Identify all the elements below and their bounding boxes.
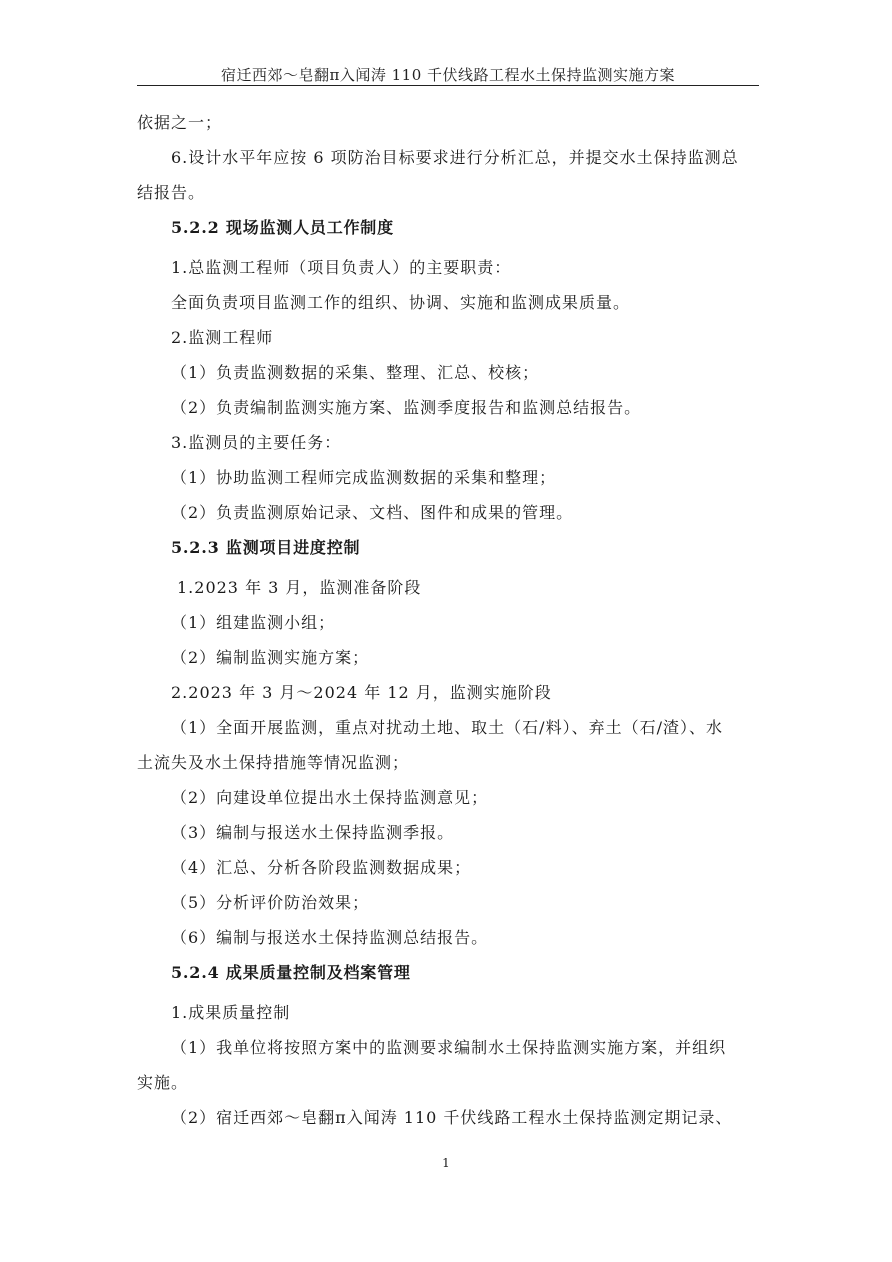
text-line: 2.监测工程师 (171, 328, 274, 347)
section-heading: 5.2.4 成果质量控制及档案管理 (171, 963, 411, 982)
text-line: 结报告。 (137, 183, 206, 202)
text-line: （2）负责监测原始记录、文档、图件和成果的管理。 (171, 503, 574, 522)
text-line: 3.监测员的主要任务： (171, 433, 342, 452)
header-rule (137, 85, 759, 86)
text-line: （2）向建设单位提出水土保持监测意见； (171, 788, 489, 807)
text-line: 6.设计水平年应按 6 项防治目标要求进行分析汇总，并提交水土保持监测总 (171, 148, 739, 167)
text-line: （1）全面开展监测，重点对扰动土地、取土（石/料）、弃土（石/渣）、水 (171, 718, 723, 737)
text-line: 全面负责项目监测工作的组织、协调、实施和监测成果质量。 (171, 293, 631, 312)
text-line: （1）我单位将按照方案中的监测要求编制水土保持监测实施方案，并组织 (171, 1038, 727, 1057)
text-line: （3）编制与报送水土保持监测季报。 (171, 823, 455, 842)
text-line: 2.2023 年 3 月～2024 年 12 月，监测实施阶段 (171, 683, 552, 702)
text-line: 土流失及水土保持措施等情况监测； (137, 753, 410, 772)
text-line: （1）组建监测小组； (171, 613, 336, 632)
page-header-title: 宿迁西郊～皂翻π入闻涛 110 千伏线路工程水土保持监测实施方案 (220, 66, 676, 84)
page-number: 1 (442, 1156, 450, 1170)
text-line: （1）协助监测工程师完成监测数据的采集和整理； (171, 468, 557, 487)
text-line: （2）编制监测实施方案； (171, 648, 370, 667)
text-line: 依据之一； (137, 113, 223, 132)
text-line: （2）宿迁西郊～皂翻π入闻涛 110 千伏线路工程水土保持监测定期记录、 (171, 1108, 733, 1127)
text-line: 实施。 (137, 1073, 189, 1092)
section-heading: 5.2.3 监测项目进度控制 (171, 538, 361, 557)
text-line: （5）分析评价防治效果； (171, 893, 370, 912)
text-line: 1.总监测工程师（项目负责人）的主要职责： (171, 258, 512, 277)
text-line: （4）汇总、分析各阶段监测数据成果； (171, 858, 472, 877)
text-line: （1）负责监测数据的采集、整理、汇总、校核； (171, 363, 540, 382)
text-line: 1.成果质量控制 (171, 1003, 291, 1022)
text-line: （6）编制与报送水土保持监测总结报告。 (171, 928, 489, 947)
text-line: （2）负责编制监测实施方案、监测季度报告和监测总结报告。 (171, 398, 642, 417)
section-heading: 5.2.2 现场监测人员工作制度 (171, 218, 394, 237)
text-line: 1.2023 年 3 月，监测准备阶段 (177, 578, 422, 597)
